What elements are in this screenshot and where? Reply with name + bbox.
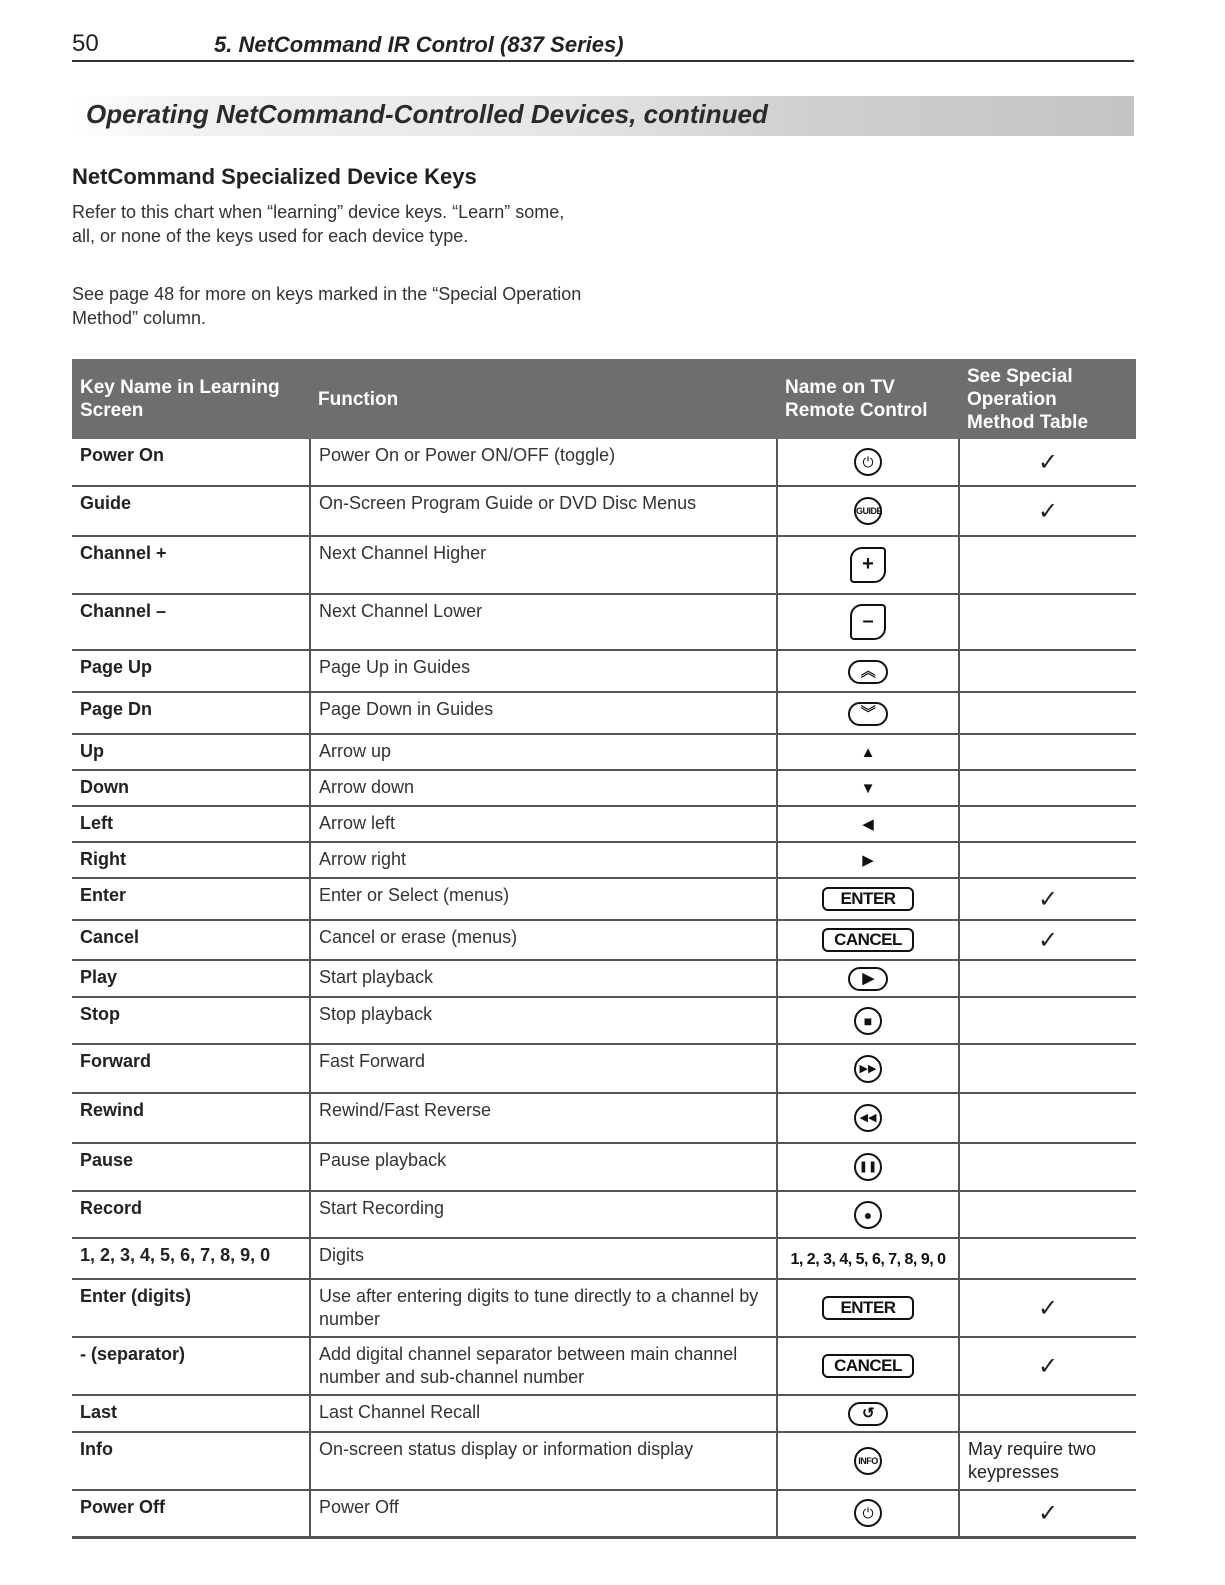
- function-cell: Digits: [310, 1238, 777, 1279]
- table-row: [72, 1191, 1136, 1238]
- function-cell: Pause playback: [310, 1143, 777, 1191]
- table-row: [72, 920, 1136, 960]
- arrow-up-icon: ▲: [860, 744, 876, 761]
- header-key-name: Key Name in Learning Screen: [72, 359, 310, 439]
- tv-remote-cell: [777, 1279, 959, 1337]
- key-name-cell: Enter (digits): [72, 1279, 310, 1337]
- tv-remote-cell: [777, 770, 959, 806]
- table-row: [72, 1279, 1136, 1337]
- table-row: [72, 1432, 1136, 1490]
- page-up-icon: ︽: [848, 660, 888, 684]
- tv-remote-cell: [777, 920, 959, 960]
- special-method-cell: [959, 536, 1136, 594]
- key-name-cell: Power Off: [72, 1490, 310, 1537]
- checkmark-icon: ✓: [959, 1490, 1136, 1537]
- table-row: [72, 960, 1136, 997]
- tv-remote-cell: [777, 1093, 959, 1143]
- tv-remote-cell: [777, 1238, 959, 1279]
- function-cell: Enter or Select (menus): [310, 878, 777, 920]
- function-cell: Cancel or erase (menus): [310, 920, 777, 960]
- key-name-cell: 1, 2, 3, 4, 5, 6, 7, 8, 9, 0: [72, 1238, 310, 1279]
- table-row: [72, 692, 1136, 734]
- checkmark-icon: ✓: [959, 878, 1136, 920]
- table-row: [72, 1143, 1136, 1191]
- tv-remote-cell: [777, 997, 959, 1044]
- tv-remote-cell: [777, 486, 959, 536]
- key-name-cell: Channel –: [72, 594, 310, 650]
- tv-remote-cell: [777, 734, 959, 770]
- function-cell: Power Off: [310, 1490, 777, 1537]
- function-cell: Add digital channel separator between main channel number and sub-channel number: [310, 1337, 777, 1395]
- key-name-cell: Channel +: [72, 536, 310, 594]
- checkmark-icon: ✓: [959, 439, 1136, 486]
- key-name-cell: Up: [72, 734, 310, 770]
- function-cell: Arrow down: [310, 770, 777, 806]
- key-name-cell: Rewind: [72, 1093, 310, 1143]
- tv-remote-cell: [777, 1490, 959, 1537]
- function-cell: On-Screen Program Guide or DVD Disc Menus: [310, 486, 777, 536]
- key-name-cell: Guide: [72, 486, 310, 536]
- fast-forward-icon: ▶▶: [854, 1055, 882, 1083]
- function-cell: Page Up in Guides: [310, 650, 777, 692]
- tv-remote-cell: [777, 1191, 959, 1238]
- pause-icon: ❚❚: [854, 1153, 882, 1181]
- table-row: [72, 439, 1136, 486]
- checkmark-icon: ✓: [959, 1279, 1136, 1337]
- special-method-cell: [959, 734, 1136, 770]
- function-cell: Last Channel Recall: [310, 1395, 777, 1432]
- table-row: [72, 650, 1136, 692]
- key-name-cell: Power On: [72, 439, 310, 486]
- tv-remote-cell: [777, 878, 959, 920]
- rewind-icon: ◀◀: [854, 1104, 882, 1132]
- cancel-icon: CANCEL: [822, 1354, 914, 1378]
- page-down-icon: ︾: [848, 702, 888, 726]
- special-method-cell: [959, 1395, 1136, 1432]
- table-row: [72, 878, 1136, 920]
- key-name-cell: Cancel: [72, 920, 310, 960]
- table-row: [72, 806, 1136, 842]
- key-name-cell: Left: [72, 806, 310, 842]
- table-row: [72, 1337, 1136, 1395]
- table-row: [72, 1044, 1136, 1093]
- function-cell: Fast Forward: [310, 1044, 777, 1093]
- stop-icon: ■: [854, 1007, 882, 1035]
- arrow-down-icon: ▼: [860, 780, 876, 797]
- channel-up-icon: +: [850, 547, 886, 583]
- cancel-icon: CANCEL: [822, 928, 914, 952]
- key-name-cell: Info: [72, 1432, 310, 1490]
- function-cell: Rewind/Fast Reverse: [310, 1093, 777, 1143]
- function-cell: Start Recording: [310, 1191, 777, 1238]
- tv-remote-cell: [777, 1044, 959, 1093]
- page-number: 50: [72, 30, 99, 57]
- function-cell: Arrow left: [310, 806, 777, 842]
- special-method-cell: [959, 1191, 1136, 1238]
- special-method-cell: [959, 842, 1136, 878]
- arrow-right-icon: ▶: [862, 852, 874, 869]
- table-row: [72, 734, 1136, 770]
- table-row: [72, 536, 1136, 594]
- key-name-cell: Right: [72, 842, 310, 878]
- checkmark-icon: ✓: [959, 920, 1136, 960]
- special-method-cell: [959, 1093, 1136, 1143]
- tv-remote-cell: [777, 842, 959, 878]
- table-row: [72, 770, 1136, 806]
- table-row: [72, 1238, 1136, 1279]
- special-method-cell: [959, 1044, 1136, 1093]
- checkmark-icon: ✓: [959, 1337, 1136, 1395]
- tv-remote-cell: [777, 806, 959, 842]
- key-name-cell: Stop: [72, 997, 310, 1044]
- table-row: [72, 1093, 1136, 1143]
- key-name-cell: Last: [72, 1395, 310, 1432]
- enter-icon: ENTER: [822, 1296, 914, 1320]
- function-cell: Arrow up: [310, 734, 777, 770]
- intro-paragraph-2: See page 48 for more on keys marked in the “Special Operation Method” column.: [72, 284, 582, 328]
- play-icon: ▶: [848, 967, 888, 991]
- special-method-cell: [959, 692, 1136, 734]
- arrow-left-icon: ◀: [862, 816, 874, 833]
- function-cell: Use after entering digits to tune directly to a channel by number: [310, 1279, 777, 1337]
- table-body: [72, 439, 1136, 1537]
- key-name-cell: Page Up: [72, 650, 310, 692]
- special-method-cell: [959, 1143, 1136, 1191]
- record-icon: ●: [854, 1201, 882, 1229]
- special-method-cell: [959, 770, 1136, 806]
- checkmark-icon: ✓: [959, 486, 1136, 536]
- function-cell: Arrow right: [310, 842, 777, 878]
- special-method-cell: [959, 594, 1136, 650]
- header-special-method: See Special Operation Method Table: [959, 359, 1136, 439]
- key-name-cell: Enter: [72, 878, 310, 920]
- table-row: [72, 486, 1136, 536]
- table-header-row: [72, 359, 1136, 439]
- table-row: [72, 842, 1136, 878]
- tv-remote-cell: [777, 536, 959, 594]
- function-cell: Start playback: [310, 960, 777, 997]
- function-cell: On-screen status display or information display: [310, 1432, 777, 1490]
- special-method-cell: May require two keypresses: [959, 1432, 1136, 1490]
- special-method-cell: [959, 806, 1136, 842]
- special-method-cell: [959, 997, 1136, 1044]
- digits-icon: 1, 2, 3, 4, 5, 6, 7, 8, 9, 0: [790, 1250, 946, 1268]
- tv-remote-cell: [777, 594, 959, 650]
- function-cell: Stop playback: [310, 997, 777, 1044]
- tv-remote-cell: [777, 1337, 959, 1395]
- special-method-cell: [959, 650, 1136, 692]
- function-cell: Next Channel Lower: [310, 594, 777, 650]
- last-channel-icon: ↺: [848, 1402, 888, 1426]
- enter-icon: ENTER: [822, 887, 914, 911]
- power-icon: ⏻: [854, 1499, 882, 1527]
- key-name-cell: Play: [72, 960, 310, 997]
- key-name-cell: Record: [72, 1191, 310, 1238]
- key-name-cell: - (separator): [72, 1337, 310, 1395]
- tv-remote-cell: [777, 692, 959, 734]
- header-tv-name: Name on TV Remote Control: [777, 359, 959, 439]
- table-row: [72, 594, 1136, 650]
- tv-remote-cell: [777, 1143, 959, 1191]
- tv-remote-cell: [777, 439, 959, 486]
- table-row: [72, 997, 1136, 1044]
- page-header: [72, 30, 1134, 62]
- channel-down-icon: –: [850, 604, 886, 640]
- function-cell: Page Down in Guides: [310, 692, 777, 734]
- intro-paragraph-1: Refer to this chart when “learning” device keys. “Learn” some, all, or none of the keys used for each device type.: [72, 202, 565, 246]
- tv-remote-cell: [777, 1432, 959, 1490]
- guide-icon: GUIDE: [854, 497, 882, 525]
- key-name-cell: Forward: [72, 1044, 310, 1093]
- info-icon: INFO: [854, 1447, 882, 1475]
- section-banner: [72, 96, 1134, 136]
- tv-remote-cell: [777, 960, 959, 997]
- section-title: NetCommand Specialized Device Keys: [72, 164, 477, 189]
- key-name-cell: Page Dn: [72, 692, 310, 734]
- function-cell: Power On or Power ON/OFF (toggle): [310, 439, 777, 486]
- table-row: [72, 1395, 1136, 1432]
- tv-remote-cell: [777, 650, 959, 692]
- header-function: Function: [310, 359, 777, 439]
- key-name-cell: Down: [72, 770, 310, 806]
- key-name-cell: Pause: [72, 1143, 310, 1191]
- special-method-cell: [959, 1238, 1136, 1279]
- device-keys-table: [72, 359, 1136, 1539]
- tv-remote-cell: [777, 1395, 959, 1432]
- function-cell: Next Channel Higher: [310, 536, 777, 594]
- banner-title: Operating NetCommand-Controlled Devices, continued: [86, 99, 768, 129]
- special-method-cell: [959, 960, 1136, 997]
- chapter-title: 5. NetCommand IR Control (837 Series): [214, 32, 624, 57]
- power-icon: ⏻: [854, 448, 882, 476]
- table-row: [72, 1490, 1136, 1537]
